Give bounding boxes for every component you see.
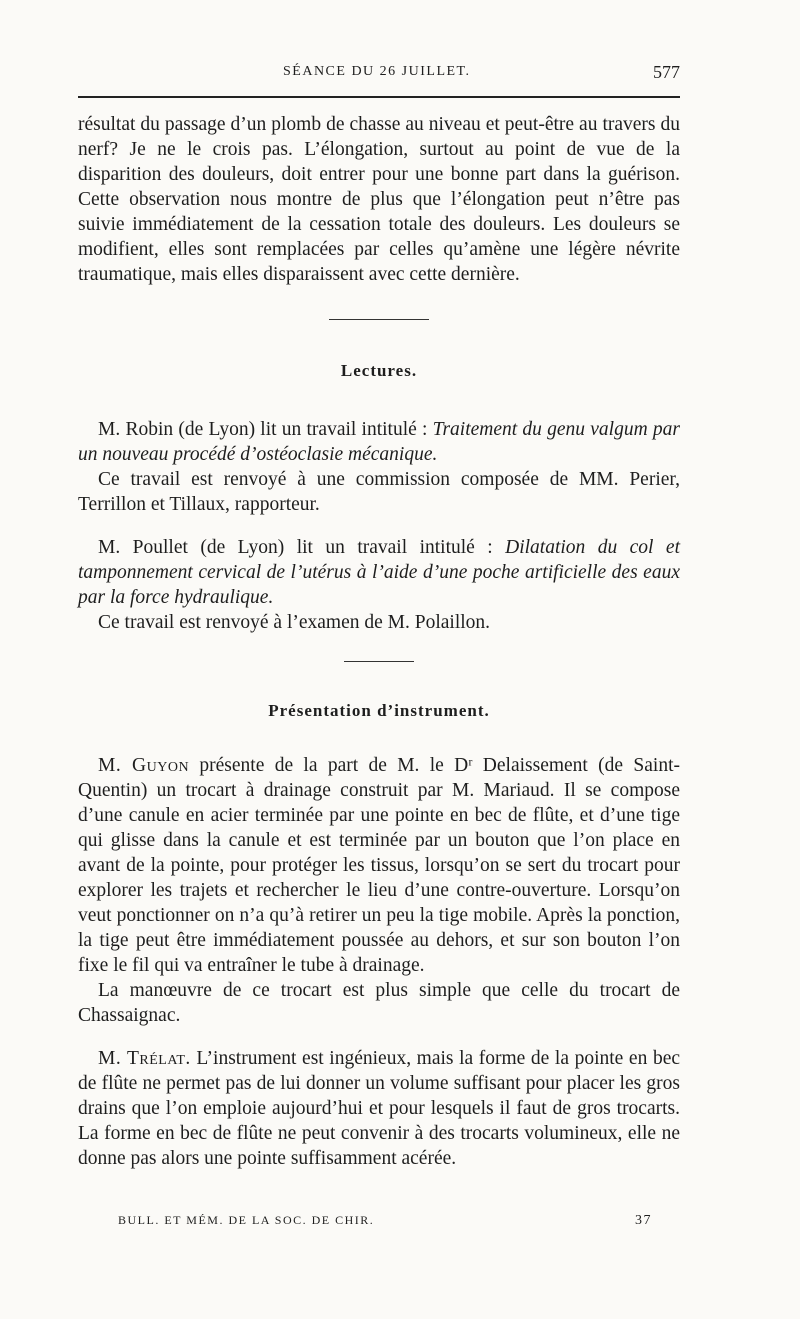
lecture-robin-title: Traitement du genu valgum par un nouveau procédé d’ostéoclasie mécanique. (78, 419, 680, 465)
lecture-robin (78, 417, 680, 467)
lecture-poullet-title: Dilatation du col et tamponnement cervical de l’utérus à l’aide d’une poche artificielle des eaux par la force hydraulique. (78, 537, 680, 608)
page-footer (118, 1213, 680, 1228)
lecture-robin-referral: Ce travail est renvoyé à une commission composée de MM. Perier, Terrillon et Tillaux, rapporteur. (78, 469, 680, 515)
section-divider (344, 661, 414, 662)
page-header (78, 64, 680, 90)
guyon-text: présente de la part de M. le Dʳ Delaissement (de Saint-Quentin) un trocart à drainage construit par M. Mariaud. Il se compose d’une canule en acier terminée par une pointe en bec de flûte, et d’une tige qui glisse dans la canule et est terminée par un bouton que l’on place en avant de la pointe, pour protéger les tissus, lorsqu’on se sert du trocart pour explorer les trajets et rechercher le lieu d’une contre-ouverture. Lorsqu’on veut ponctionner on n’a qu’à retirer un peu la tige mobile. Après la ponction, la tige peut être immédiatement poussée au dehors, et sur son bouton l’on fixe le fil qui va entraîner le tube à drainage. (78, 755, 680, 976)
paragraph-manoeuvre: La manœuvre de ce trocart est plus simple que celle du trocart de Chassaignac. (78, 980, 680, 1026)
signature-mark: 37 (635, 1213, 652, 1228)
speaker-trelat: M. Trélat. (98, 1048, 191, 1069)
running-title: SÉANCE DU 26 JUILLET. (283, 64, 471, 79)
section-title-lectures: Lectures. (340, 361, 418, 380)
paragraph-guyon (78, 753, 680, 978)
page-number: 577 (653, 62, 680, 82)
lecture-poullet-referral: Ce travail est renvoyé à l’examen de M. Polaillon. (98, 612, 491, 633)
lecture-robin-lead: M. Robin (de Lyon) lit un travail intitulé : (98, 419, 433, 440)
lecture-poullet (78, 535, 680, 610)
paragraph-trelat (78, 1046, 680, 1171)
paragraph-continued: résultat du passage d’un plomb de chasse au niveau et peut-être au travers du nerf? Je ne le crois pas. L’élongation, surtout au point de vue de la disparition des douleurs, doit entrer pour une bonne part dans la guérison. Cette observation nous montre de plus que l’élongation peut n’être pas suivie immédiatement de la cessation totale des douleurs. Les douleurs se modifient, elles sont remplacées par celles qu’amène une légère névrite traumatique, mais elles disparaissent avec cette dernière. (78, 114, 680, 285)
lecture-poullet-lead: M. Poullet (de Lyon) lit un travail intitulé : (98, 537, 506, 558)
header-rule (78, 96, 680, 98)
section-divider (329, 319, 429, 320)
trelat-text: L’instrument est ingénieux, mais la forme de la pointe en bec de flûte ne permet pas de lui donner un volume suffisant pour placer les gros drains que l’on emploie aujourd’hui et pour lesquels il faut de gros trocarts. La forme en bec de flûte ne peut convenir à des trocarts volumineux, elle ne donne pas alors une pointe suffisamment acérée. (78, 1048, 681, 1169)
journal-line: BULL. ET MÉM. DE LA SOC. DE CHIR. (118, 1213, 375, 1227)
section-title-presentation: Présentation d’instrument. (268, 701, 490, 720)
speaker-guyon: M. Guyon (98, 755, 190, 776)
page-body (78, 112, 680, 1171)
